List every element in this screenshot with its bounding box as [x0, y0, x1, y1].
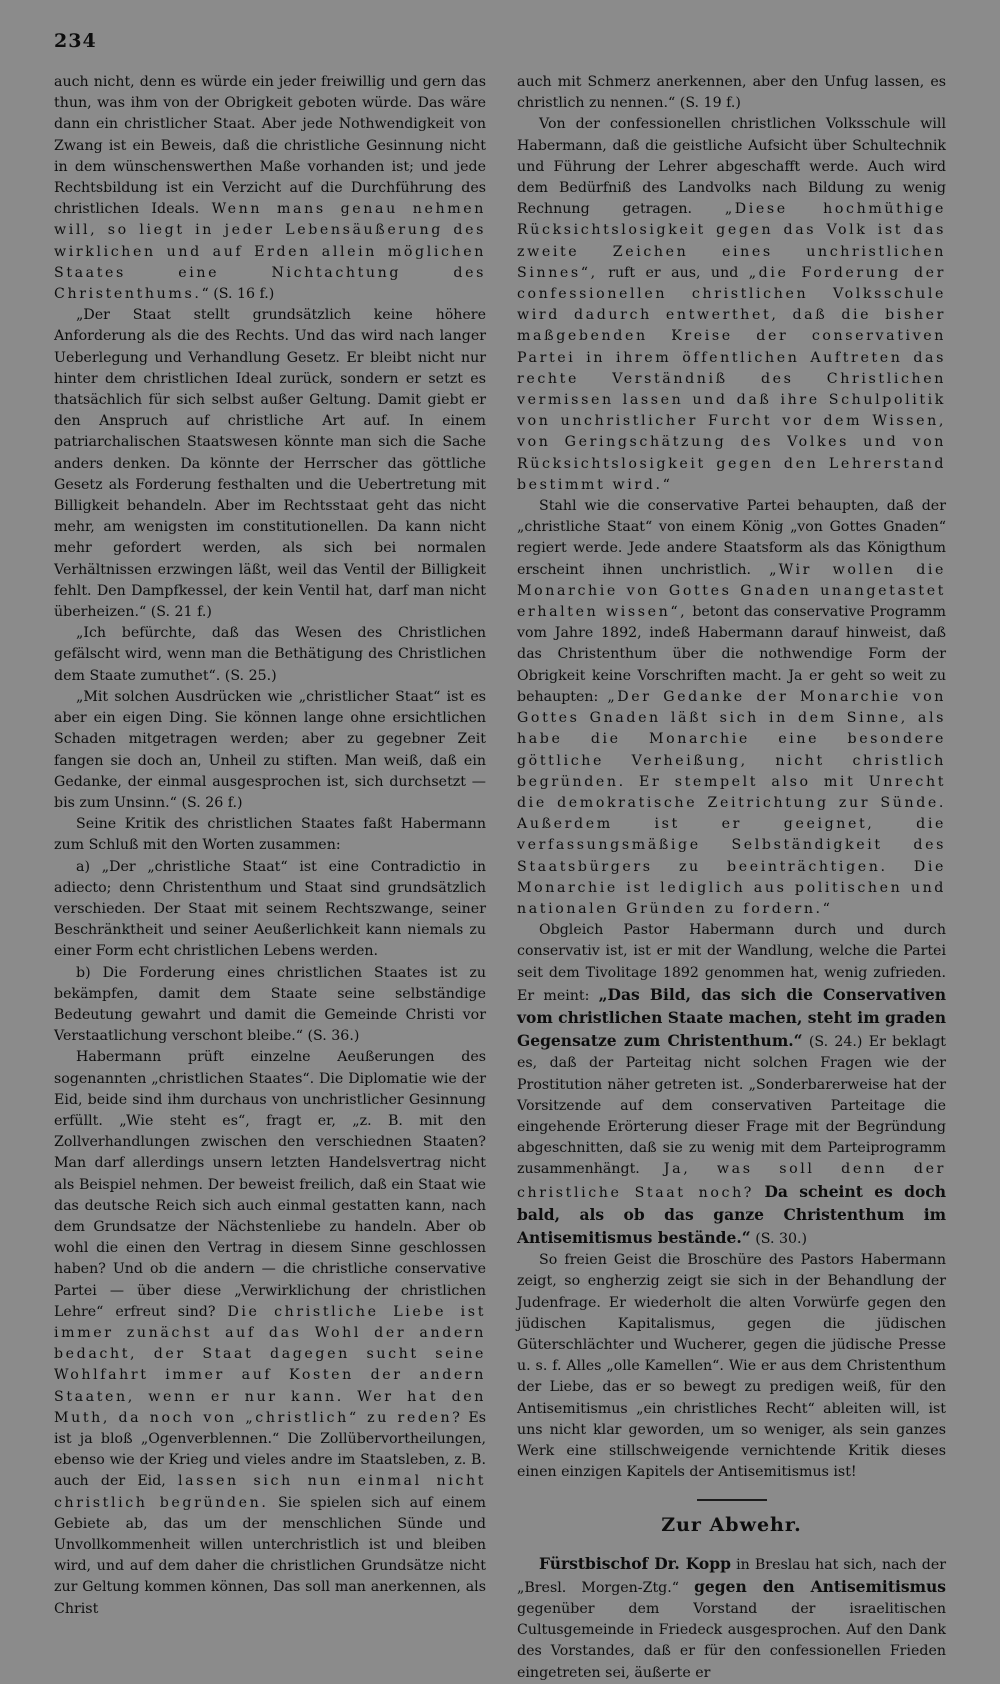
paragraph: [517, 1553, 946, 1684]
text: Von der confessionellen christlichen Volksschule will Habermann, daß die geistliche Aufsicht über Schultechnik und Führung der Lehrer abgeschafft werde. Auch wird dem Bedürfniß des Landvolks nach Bildung zu wenig Rechnung getragen.: [517, 116, 946, 218]
section-heading: Zur Abwehr.: [661, 1514, 802, 1537]
paragraph: „Ich befürchte, daß das Wesen des Christlichen gefälscht wird, wenn man die Bethätigung des Christlichen dem Staate zumuthet“. (S. 25.): [54, 625, 486, 684]
text: Habermann prüft einzelne Aeußerungen des sogenannten „christlichen Staates“. Die Diplomatie wie der Eid, beide sind ihm durchaus von unchristlicher Gesinnung erfüllt. „Wie steht es“, fragt er, „z. B. mit den Zollverhandlungen zwischen den verschiednen Staaten? Man darf allerdings unsern letzten Handelsvertrag nicht als Beispiel nehmen. Der beweist freilich, daß ein Staat wie das deutsche Reich sich auch einmal gestatten kann, nach dem Grundsatze der Nächstenliebe zu handeln. Aber ob wohl die einen den Vertrag in diesem Sinne geschlossen haben? Und ob die andern — die christliche conservative Partei — über diese „Verwirklichung der christlichen Lehre“ erfreut sind?: [54, 1049, 486, 1320]
paragraph: [517, 496, 946, 920]
text: (S. 24.) Er beklagt es, daß der Parteitag nicht solchen Fragen wie der Prostitution näher getreten ist. „Sonderbarerweise hat der Vorsitzende auf dem conservativen Parteitage die eingehende Erörterung dieser Frage mit der Begründung abgeschnitten, daß sie zu wenig mit dem Parteiprogramm zusammenhängt.: [517, 1034, 946, 1178]
text: Stahl wie die conservative Partei behaupten, daß der „christliche Staat“ von einem König „von Gottes Gnaden“ regiert werde. Jede andere Staatsform als das Königthum erscheint ihnen unchristlich.: [517, 498, 946, 578]
bold-quote: Da scheint es doch bald, als ob das ganze Christenthum im Antisemitismus bestände.“: [517, 1181, 946, 1247]
page-number: 234: [54, 30, 97, 52]
text: Es ist ja bloß „Ogenverblennen.“ Die Zollübervortheilungen, ebenso wie der Krieg und vieles andre im Staatsleben, z. B. auch der Eid,: [54, 1409, 486, 1490]
paragraph: Seine Kritik des christlichen Staates faßt Habermann zum Schluß mit den Worten zusammen:: [54, 816, 486, 854]
text: gegenüber dem Vorstand der israelitischen Cultusgemeinde in Friedeck ausgesprochen. Auf den Dank des Vorstandes, daß er für den confessionellen Frieden eingetreten sei, äußerte er: [517, 1601, 946, 1681]
text: auch nicht, denn es würde ein jeder freiwillig und gern das thun, was ihm von der Obrigkeit geboten würde. Das wäre dann ein christlicher Staat. Aber jede Nothwendigkeit von Zwang ist ein Beweis, daß die christliche Gesinnung nicht in dem wünschenswerthen Maße vorhanden ist; und jede Rechtsbildung ist ein Verzicht auf die Durchführung des christlichen Ideals.: [54, 74, 486, 218]
paragraph: So freien Geist die Broschüre des Pastors Habermann zeigt, so engherzig zeigt sie sich in der Behandlung der Judenfrage. Er wiederholt die alten Vorwürfe gegen den jüdischen Kapitalismus, gegen die jüdischen Güterschlächter und Wucherer, gegen die jüdische Presse u. s. f. Alles „olle Kamellen“. Wie er aus dem Christenthum der Liebe, das er so bewegt zu predigen weiß, für den Antisemitismus „ein christliches Recht“ ableiten will, ist uns nicht klar geworden, um so weniger, als sein ganzes Werk eine stillschweigende vernichtende Kritik dieses einen einzigen Kapitels der Antisemitismus ist!: [517, 1252, 946, 1481]
paragraph: [54, 1047, 486, 1619]
spaced-text: „Der Gedanke der Monarchie von Gottes Gnaden läßt sich in dem Sinne, als habe die Monarchie eine besondere göttliche Verheißung, nicht christlich begründen. Er stempelt also mit Unrecht die demokratische Zeitrichtung zur Sünde. Außerdem ist er geeignet, die verfassungsmäßige Selbständigkeit des Staatsbürgers zu beeinträchtigen. Die Monarchie ist lediglich aus politischen und nationalen Gründen zu fordern.“: [517, 688, 946, 917]
paragraph: [517, 114, 946, 496]
text: betont das conservative Programm vom Jahre 1892, indeß Habermann darauf hinweist, daß das Christenthum über die nothwendige Form der Obrigkeit keine Vorschriften macht. Ja er geht so weit zu behaupten:: [517, 604, 947, 705]
paragraph: [517, 920, 946, 1250]
spaced-text: lassen sich nun einmal nicht christlich begründen.: [54, 1473, 486, 1511]
text: “: [662, 476, 670, 493]
spaced-text: „Wir wollen die Monarchie von Gottes Gnaden unangetastet erhalten wissen“,: [517, 561, 947, 621]
summary-point-a: a) „Der „christliche Staat“ ist eine Contradictio in adiecto; denn Christenthum und Staat sind grundsätzlich verschieden. Der Staat mit seinem Rechtszwange, seiner Beschränktheit und seiner Aeußerlichkeit kann niemals zu einer Form echt christlichen Lebens werden.: [54, 858, 486, 960]
left-column: [54, 72, 486, 1620]
bold-name: Fürstbischof Dr. Kopp: [539, 1553, 731, 1573]
summary-point-b: b) Die Forderung eines christlichen Staates ist zu bekämpfen, damit dem Staate seine selbständige Bedeutung gewahrt und damit die Gemeinde Christi vor Verstaatlichung verschont bleibe.“ (S. 36.): [54, 964, 486, 1045]
spaced-text: Die christliche Liebe ist immer zunächst auf das Wohl der andern bedacht, der Staat dagegen sucht seine Wohlfahrt immer auf Kosten der andern Staaten, wenn er nur kann. Wer hat den Muth, da noch von „christlich“ zu reden?: [54, 1303, 486, 1426]
spaced-text: „die Forderung der confessionellen christlichen Volksschule wird dadurch entwerthet, daß die bisher maßgebenden Kreise der conservativen Partei in ihrem öffentlichen Auftreten das rechte Verständniß des Christlichen vermissen lassen und daß ihre Schulpolitik von unchristlicher Furcht vor dem Wissen, von Geringschätzung des Volkes und von Rücksichtslosigkeit gegen den Lehrerstand bestimmt wird.: [517, 264, 947, 493]
text: in Breslau hat sich, nach der „Bresl. Morgen-Ztg.“: [517, 1556, 946, 1596]
bold-quote: „Das Bild, das sich die Conservativen vom christlichen Staate machen, steht im graden Gegensatze zum Christenthum.“: [517, 984, 947, 1051]
citation: (S. 30.): [755, 1230, 808, 1247]
right-column: [517, 72, 946, 1684]
spaced-text: „Diese hochmüthige Rücksichtslosigkeit gegen das Volk ist das zweite Zeichen eines unchristlichen Sinnes“,: [517, 201, 946, 281]
paragraph: auch mit Schmerz anerkennen, aber den Unfug lassen, es christlich zu nennen.“ (S. 19 f.): [517, 74, 946, 112]
spaced-text: Ja, was soll denn der christliche Staat noch?: [517, 1161, 946, 1201]
text: Sie spielen sich auf einem Gebiete ab, das um der menschlichen Sünde und Unvollkommenheit willen unterchristlich ist und bleiben wird, und auf dem daher die christlichen Grundsätze nicht zur Geltung kommen können, Das soll man anerkennen, als Christ: [54, 1494, 486, 1617]
text: ruft er aus, und: [608, 264, 739, 281]
section-divider: [697, 1499, 767, 1501]
spaced-text: Wenn mans genau nehmen will, so liegt in jeder Lebensäußerung des wirklichen und auf Erden allein möglichen Staates eine Nichtachtung des Christenthums.: [54, 201, 486, 303]
paragraph: „Mit solchen Ausdrücken wie „christlicher Staat“ ist es aber ein eigen Ding. Sie können lange ohne ersichtlichen Schaden mitgetragen werden; aber zu gegebner Zeit fangen sie doch an, Unheil zu stiften. Man weiß, daß ein Gedanke, der einmal ausgesprochen ist, sich durchsetzt — bis zum Unsinn.“ (S. 26 f.): [54, 688, 486, 811]
paragraph: [54, 72, 486, 305]
paragraph: „Der Staat stellt grundsätzlich keine höhere Anforderung als die des Rechts. Und das wird nach langer Ueberlegung und Verhandlung Gesetz. Er bleibt nicht nur hinter dem christlichen Ideal zurück, sondern er setzt es thatsächlich für sich selbst außer Geltung. Damit giebt er den Anspruch auf christliche Art auf. In einem patriarchalischen Staatswesen könnte man sich die Sache anders denken. Da könnte der Herrscher das göttliche Gesetz als Forderung festhalten und die Uebertretung mit Billigkeit behandeln. Aber im Rechtsstaat geht das nicht mehr, am wenigsten im constitutionellen. Da kann nicht mehr gefordert werden, als sich bei normalen Verhältnissen erzwingen läßt, weil das Ventil der Billigkeit fehlt. Den Dampfkessel, der kein Ventil hat, darf man nicht überheizen.“ (S. 21 f.): [54, 307, 486, 621]
bold-phrase: gegen den Antisemitismus: [694, 1576, 946, 1596]
citation: “ (S. 16 f.): [201, 286, 275, 303]
text: Obgleich Pastor Habermann durch und durch conservativ ist, ist er mit der Wandlung, welche die Partei seit dem Tivolitage 1892 genommen hat, wenig zufrieden. Er meint:: [517, 922, 946, 1004]
